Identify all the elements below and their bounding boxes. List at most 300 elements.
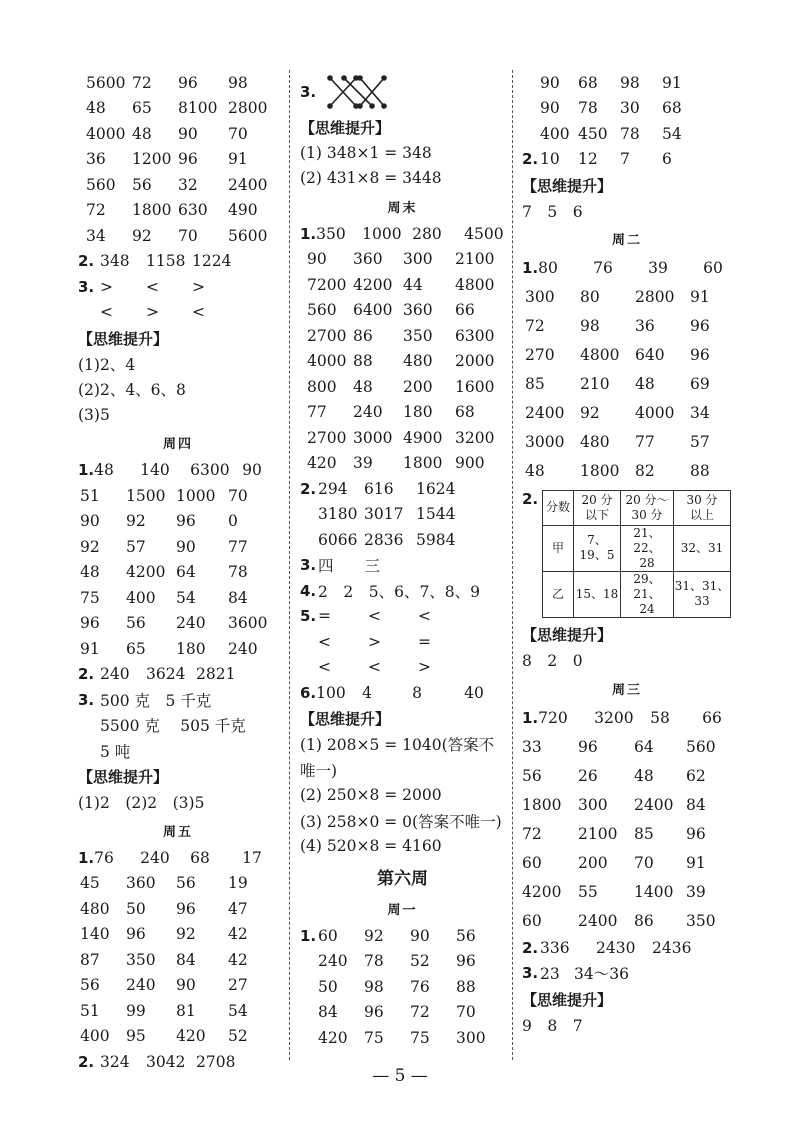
section-title: 周四 xyxy=(162,437,193,452)
answer-value: 76 xyxy=(94,848,114,867)
answer-value: 90 xyxy=(540,99,560,118)
answer-value: 90 xyxy=(242,461,262,480)
answer-value: 294 xyxy=(318,479,348,498)
answer-value: 68 xyxy=(455,403,475,422)
answer-row xyxy=(300,1025,505,1051)
answer-row xyxy=(300,221,505,247)
answer-value: 98 xyxy=(364,977,384,996)
answer-value: 420 xyxy=(318,1028,348,1047)
answer-row xyxy=(300,655,505,681)
answer-value: 54 xyxy=(662,124,682,143)
answer-value: 70 xyxy=(456,1003,476,1022)
answer-value: 4800 xyxy=(580,346,620,364)
answer-row xyxy=(522,428,732,457)
answer-row xyxy=(300,349,505,375)
answer-value: 54 xyxy=(228,1001,248,1020)
answer-row xyxy=(78,534,278,560)
answer-value: 68 xyxy=(578,73,598,92)
answer-value: 57 xyxy=(126,537,146,556)
answer-value: 0 xyxy=(228,512,238,531)
answer-row xyxy=(78,896,278,922)
answer-row xyxy=(522,877,732,906)
answer-value: < xyxy=(192,303,205,322)
answer-row xyxy=(300,272,505,298)
answer-value: 72 xyxy=(132,73,152,92)
answer-value: 4200 xyxy=(522,882,562,901)
answer-value: 280 xyxy=(412,224,442,243)
answer-value: 2836 xyxy=(364,530,404,549)
answer-value: 2000 xyxy=(455,352,495,371)
answer-grid xyxy=(300,604,505,681)
answer-row xyxy=(300,629,505,655)
answer-value: 240 xyxy=(176,614,206,633)
answer-value: 92 xyxy=(126,512,146,531)
answer-row xyxy=(78,96,278,122)
answer-value: 48 xyxy=(86,99,106,118)
answer-value: 2430 xyxy=(596,938,636,957)
answer-value: 4000 xyxy=(307,352,347,371)
answer-value: 90 xyxy=(178,124,198,143)
question-2: 2. 324 3042 2708 xyxy=(78,1049,278,1075)
answer-row xyxy=(522,761,732,790)
answer-value: 39 xyxy=(648,259,668,277)
answer-value: 65 xyxy=(132,99,152,118)
answer-value: 616 xyxy=(364,479,394,498)
answer-value: 560 xyxy=(686,737,716,756)
answer-value: 900 xyxy=(455,454,485,473)
think-heading: 【思维提升】 xyxy=(522,626,613,644)
answer-value: 88 xyxy=(690,462,710,480)
question-label: 1. xyxy=(78,461,95,480)
answer-value: 69 xyxy=(690,375,710,393)
answer-value: 56 xyxy=(522,766,542,785)
answer-value: 44 xyxy=(403,275,423,294)
answer-value: 560 xyxy=(86,175,116,194)
think-line: 8 2 0 xyxy=(522,652,583,671)
think-heading: 【思维提升】 xyxy=(522,990,613,1009)
answer-row xyxy=(300,247,505,273)
answer-value: 1800 xyxy=(132,201,172,220)
answer-row xyxy=(522,370,732,399)
answer-value: 55 xyxy=(578,882,598,901)
answer-row xyxy=(78,560,278,586)
answer-value: 12 xyxy=(578,150,598,169)
answer-value: 70 xyxy=(634,853,654,872)
answer-value: 96 xyxy=(80,614,100,633)
answer-value: 72 xyxy=(410,1003,430,1022)
question-2: 2. 336 2430 2436 xyxy=(522,935,732,961)
answer-value: 48 xyxy=(94,461,114,480)
answer-value: 91 xyxy=(80,639,100,658)
question-3-line: 5500 克 505 千克 xyxy=(100,717,246,736)
answer-value: 92 xyxy=(364,926,384,945)
answer-value: 88 xyxy=(353,352,373,371)
answer-value: 100 xyxy=(316,683,346,702)
answer-value: 360 xyxy=(353,250,383,269)
answer-value: 75 xyxy=(410,1028,430,1047)
answer-value: 6400 xyxy=(353,301,393,320)
question-3: 3. > < > xyxy=(78,274,278,300)
think-heading: 【思维提升】 xyxy=(78,768,169,786)
answer-value: 52 xyxy=(410,952,430,971)
answer-row xyxy=(522,121,732,147)
answer-value: 1000 xyxy=(176,486,216,505)
answer-value: 270 xyxy=(525,346,555,364)
answer-row xyxy=(522,703,732,732)
answer-value: 1600 xyxy=(455,377,495,396)
answer-row xyxy=(78,998,278,1024)
think-line: (1) 348×1 = 348 xyxy=(300,143,432,162)
answer-value: 6300 xyxy=(190,461,230,480)
answer-value: 2700 xyxy=(307,428,347,447)
answer-value: 1544 xyxy=(416,505,456,524)
answer-value: 84 xyxy=(318,1003,338,1022)
answer-row xyxy=(78,585,278,611)
answer-value: 2800 xyxy=(635,288,675,306)
answer-row xyxy=(522,819,732,848)
answer-value: 210 xyxy=(580,375,610,393)
question-6: 6. 100 4 8 40 xyxy=(300,680,505,706)
answer-value: 60 xyxy=(522,911,542,930)
answer-row xyxy=(522,732,732,761)
answer-value: 96 xyxy=(686,824,706,843)
answer-value: < xyxy=(318,658,331,677)
answer-value: 6066 xyxy=(318,530,358,549)
answer-value: 4900 xyxy=(403,428,443,447)
answer-row xyxy=(522,848,732,877)
answer-value: 800 xyxy=(307,377,337,396)
answer-value: 90 xyxy=(176,976,196,995)
question-3-matching: 3. xyxy=(300,70,505,114)
answer-value: 1800 xyxy=(403,454,443,473)
answer-value: > xyxy=(192,277,205,296)
answer-value: 96 xyxy=(690,317,710,335)
think-line: (2) 250×8 = 2000 xyxy=(300,786,442,805)
answer-value: 60 xyxy=(703,259,723,277)
answer-row xyxy=(300,400,505,426)
answer-value: 300 xyxy=(578,795,608,814)
answer-value: 720 xyxy=(538,708,568,727)
answer-row xyxy=(522,399,732,428)
think-line: (1)2 (2)2 (3)5 xyxy=(78,794,205,813)
answer-value: 70 xyxy=(228,486,248,505)
answer-value: 480 xyxy=(80,899,110,918)
answer-value: 52 xyxy=(228,1027,248,1046)
think-line: (1) 208×5 = 1040(答案不 xyxy=(300,736,495,755)
answer-value: 99 xyxy=(126,1001,146,1020)
answer-value: 324 xyxy=(100,1052,130,1071)
answer-value: 2400 xyxy=(634,795,674,814)
question-label: 2. xyxy=(300,479,317,498)
answer-value: 2100 xyxy=(455,250,495,269)
answer-value: 640 xyxy=(635,346,665,364)
answer-value: 87 xyxy=(80,950,100,969)
answer-value: 350 xyxy=(686,911,716,930)
answer-value: 66 xyxy=(702,708,722,727)
answer-row xyxy=(522,254,732,283)
answer-value: 88 xyxy=(456,977,476,996)
answer-value: 140 xyxy=(140,461,170,480)
answer-row xyxy=(78,611,278,637)
answer-row xyxy=(522,457,732,486)
question-3: 3. 500 克 5 千克 xyxy=(78,690,212,710)
answer-row xyxy=(300,1000,505,1026)
think-line: (1)2、4 xyxy=(78,355,136,374)
answer-value: 140 xyxy=(80,925,110,944)
column-3 xyxy=(522,70,732,1038)
answer-row xyxy=(78,922,278,948)
answer-value: 56 xyxy=(176,874,196,893)
question-2: 2. 240 3624 2821 xyxy=(78,662,278,688)
answer-value: 80 xyxy=(538,259,558,277)
answer-value: 10 xyxy=(540,150,560,169)
answer-value: 56 xyxy=(80,976,100,995)
answer-value: 78 xyxy=(620,124,640,143)
answer-value: 76 xyxy=(593,259,613,277)
answer-value: 70 xyxy=(228,124,248,143)
answer-value: 30 xyxy=(620,99,640,118)
answer-value: < xyxy=(318,632,331,651)
answer-value: 48 xyxy=(635,375,655,393)
answer-value: = xyxy=(318,607,331,626)
answer-value: 4200 xyxy=(353,275,393,294)
answer-value: 36 xyxy=(86,150,106,169)
think-heading: 【思维提升】 xyxy=(78,329,169,348)
answer-value: 5600 xyxy=(228,226,268,245)
answer-value: 4800 xyxy=(455,275,495,294)
answer-grid xyxy=(300,923,505,1051)
answer-value: < xyxy=(368,607,381,626)
answer-value: 3180 xyxy=(318,505,358,524)
answer-value: 34 xyxy=(690,404,710,422)
answer-value: 7 xyxy=(620,150,630,169)
answer-row xyxy=(78,147,278,173)
answer-value: 2436 xyxy=(652,938,692,957)
answer-value: 57 xyxy=(690,433,710,451)
answer-row xyxy=(78,845,278,871)
answer-value: 300 xyxy=(525,288,555,306)
answer-value: 180 xyxy=(403,403,433,422)
answer-value: 96 xyxy=(176,899,196,918)
answer-row xyxy=(300,425,505,451)
answer-value: 7200 xyxy=(307,275,347,294)
answer-value: 86 xyxy=(353,326,373,345)
answer-value: 56 xyxy=(132,175,152,194)
answer-value: 3000 xyxy=(525,433,565,451)
question-label: 1. xyxy=(522,708,539,727)
answer-row xyxy=(78,636,278,662)
answer-value: > xyxy=(368,632,381,651)
answer-row xyxy=(300,502,505,528)
question-label: 1. xyxy=(78,848,95,867)
answer-value: 3042 xyxy=(146,1052,186,1071)
answer-value: 8 xyxy=(412,683,423,702)
answer-value: 420 xyxy=(307,454,337,473)
week-title: 第六周 xyxy=(377,868,428,889)
answer-value: 3200 xyxy=(594,708,634,727)
answer-row xyxy=(78,458,278,484)
answer-row xyxy=(300,923,505,949)
answer-value: 39 xyxy=(353,454,373,473)
answer-value: 480 xyxy=(580,433,610,451)
score-table: 分数 20 分 以下 20 分～ 30 分 30 分 以上 甲 7、19、5 21、22、 28 32、31 乙 15、18 29、21、 24 31、31、 33 xyxy=(542,490,731,618)
answer-value: 26 xyxy=(578,766,598,785)
answer-value: 91 xyxy=(662,73,682,92)
answer-value: 70 xyxy=(178,226,198,245)
answer-value: 336 xyxy=(540,938,570,957)
answer-value: 48 xyxy=(525,462,545,480)
answer-row xyxy=(78,483,278,509)
answer-value: 560 xyxy=(307,301,337,320)
answer-value: 48 xyxy=(353,377,373,396)
answer-row xyxy=(78,223,278,249)
answer-value: 66 xyxy=(455,301,475,320)
answer-value: 92 xyxy=(176,925,196,944)
answer-value: 51 xyxy=(80,1001,100,1020)
answer-value: 300 xyxy=(456,1028,486,1047)
answer-value: 78 xyxy=(578,99,598,118)
answer-value: 240 xyxy=(140,848,170,867)
answer-row xyxy=(78,871,278,897)
answer-row xyxy=(522,790,732,819)
answer-value: 1624 xyxy=(416,479,456,498)
answer-row xyxy=(300,949,505,975)
answer-value: 90 xyxy=(176,537,196,556)
answer-value: 42 xyxy=(228,950,248,969)
answer-value: 2400 xyxy=(228,175,268,194)
answer-value: 75 xyxy=(80,588,100,607)
section-title: 周五 xyxy=(162,824,193,840)
answer-value: 90 xyxy=(307,250,327,269)
answer-value: 2100 xyxy=(578,824,618,843)
answer-value: 350 xyxy=(403,326,433,345)
answer-row xyxy=(78,509,278,535)
answer-row xyxy=(300,974,505,1000)
answer-row xyxy=(78,172,278,198)
answer-value: 96 xyxy=(178,73,198,92)
section-title: 周一 xyxy=(387,902,418,918)
answer-value: 56 xyxy=(126,614,146,633)
answer-value: 2700 xyxy=(307,326,347,345)
answer-value: 98 xyxy=(580,317,600,335)
answer-value: 51 xyxy=(80,486,100,505)
answer-value: 96 xyxy=(364,1003,384,1022)
answer-value: 92 xyxy=(132,226,152,245)
think-line: (2)2、4、6、8 xyxy=(78,381,186,400)
answer-value: 2800 xyxy=(228,99,268,118)
answer-value: 17 xyxy=(242,848,262,867)
question-3: 3. 23 34～36 xyxy=(522,961,732,987)
answer-grid xyxy=(78,845,278,1049)
answer-value: 82 xyxy=(635,462,655,480)
answer-value: 58 xyxy=(650,708,670,727)
answer-value: 75 xyxy=(364,1028,384,1047)
answer-value: > xyxy=(146,303,159,322)
answer-value: 3017 xyxy=(364,505,404,524)
answer-value: 77 xyxy=(228,537,248,556)
answer-value: 86 xyxy=(634,911,654,930)
answer-row xyxy=(300,604,505,630)
question-2-table: 2. 分数 20 分 以下 20 分～ 30 分 30 分 以上 甲 7、19、5 21、22、 28 32、31 乙 15、18 29、21、 24 31、31、 33 xyxy=(522,489,730,616)
answer-value: 91 xyxy=(686,853,706,872)
answer-value: 400 xyxy=(80,1027,110,1046)
question-3-line: 5 吨 xyxy=(100,742,131,761)
answer-value: 490 xyxy=(228,201,258,220)
answer-value: 19 xyxy=(228,874,248,893)
answer-row xyxy=(78,121,278,147)
question-label: 1. xyxy=(300,224,317,243)
answer-value: 47 xyxy=(228,899,248,918)
answer-row xyxy=(300,374,505,400)
answer-value: 72 xyxy=(86,201,106,220)
answer-value: 1200 xyxy=(132,150,172,169)
answer-value: 91 xyxy=(690,288,710,306)
answer-value: 45 xyxy=(80,874,100,893)
answer-value: 400 xyxy=(126,588,156,607)
answer-row xyxy=(522,96,732,122)
answer-value: 90 xyxy=(80,512,100,531)
answer-value: 27 xyxy=(228,976,248,995)
answer-value: 42 xyxy=(228,925,248,944)
answer-value: 40 xyxy=(464,683,484,702)
answer-value: 180 xyxy=(176,639,206,658)
answer-row xyxy=(300,451,505,477)
question-4: 4. 2 2 5、6、7、8、9 xyxy=(300,581,481,601)
answer-value: 96 xyxy=(456,952,476,971)
answer-grid xyxy=(300,476,505,553)
answer-value: 84 xyxy=(686,795,706,814)
answer-value: 348 xyxy=(100,252,130,271)
answer-value: 96 xyxy=(690,346,710,364)
answer-value: 54 xyxy=(176,588,196,607)
answer-value: 96 xyxy=(126,925,146,944)
answer-value: 630 xyxy=(178,201,208,220)
answer-value: 400 xyxy=(540,124,570,143)
answer-value: 1800 xyxy=(522,795,562,814)
answer-row xyxy=(522,283,732,312)
answer-value: 1000 xyxy=(362,224,402,243)
think-line: (3) 258×0 = 0(答案不唯一) xyxy=(300,812,502,831)
answer-value: 34～36 xyxy=(574,965,629,984)
think-line: (3)5 xyxy=(78,405,110,424)
answer-value: 1500 xyxy=(126,486,166,505)
answer-value: 64 xyxy=(176,563,196,582)
answer-value: 6300 xyxy=(455,326,495,345)
answer-row xyxy=(300,476,505,502)
answer-value: 6 xyxy=(662,150,672,169)
answer-value: 450 xyxy=(578,124,608,143)
answer-row xyxy=(78,947,278,973)
answer-value: 3600 xyxy=(228,614,268,633)
answer-value: 2708 xyxy=(196,1052,236,1071)
matching-lines-diagram xyxy=(322,72,392,112)
answer-value: 96 xyxy=(178,150,198,169)
answer-value: 34 xyxy=(86,226,106,245)
answer-value: 200 xyxy=(403,377,433,396)
answer-value: 8100 xyxy=(178,99,218,118)
answer-value: 5984 xyxy=(416,530,456,549)
think-line: 9 8 7 xyxy=(522,1016,583,1035)
answer-value: 300 xyxy=(403,250,433,269)
answer-value: 3624 xyxy=(146,665,186,684)
think-heading: 【思维提升】 xyxy=(300,118,391,137)
answer-value: 84 xyxy=(176,950,196,969)
answer-value: 1400 xyxy=(634,882,674,901)
answer-value: 4500 xyxy=(464,224,504,243)
answer-row xyxy=(300,527,505,553)
answer-value: 72 xyxy=(522,824,542,843)
answer-row xyxy=(300,298,505,324)
